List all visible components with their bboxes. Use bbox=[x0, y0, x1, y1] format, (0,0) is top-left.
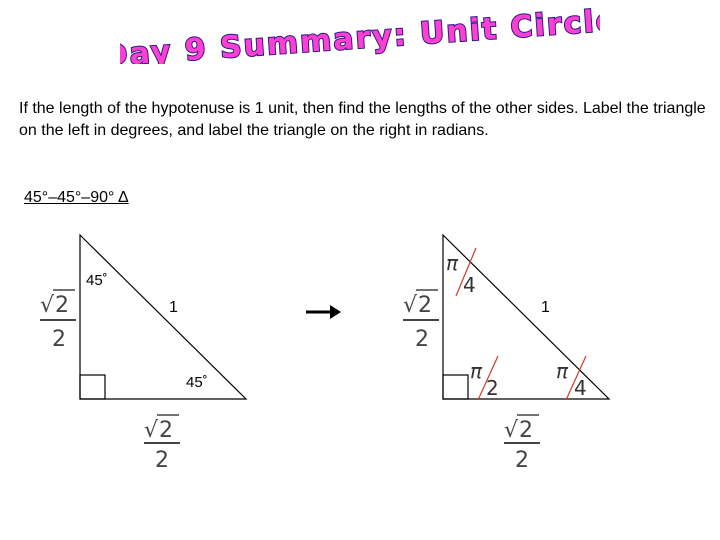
right-angle-top-den: 4 bbox=[463, 273, 476, 297]
right-bottom-leg-radicand: 2 bbox=[519, 418, 533, 443]
right-angle-top bbox=[446, 248, 476, 297]
left-leg-fraction bbox=[40, 290, 76, 352]
bottom-leg-radical: √ bbox=[144, 418, 159, 443]
right-left-leg-radical: √ bbox=[403, 293, 418, 318]
right-angle-marker bbox=[443, 375, 468, 399]
right-angle-top-num: π bbox=[446, 251, 459, 275]
left-leg-radicand: 2 bbox=[55, 293, 69, 318]
left-leg-denominator: 2 bbox=[52, 327, 66, 352]
right-left-leg-radicand: 2 bbox=[418, 293, 432, 318]
right-angle-right-den: 2 bbox=[486, 376, 499, 400]
right-left-leg-denominator: 2 bbox=[415, 327, 429, 352]
right-angle-right bbox=[470, 356, 499, 400]
left-angle-bottom: 45˚ bbox=[186, 374, 208, 391]
arrow-right-icon bbox=[306, 305, 341, 319]
left-angle-top: 45˚ bbox=[86, 272, 108, 289]
right-bottom-leg-radical: √ bbox=[504, 418, 519, 443]
triangle-type-label: 45°–45°–90° Δ bbox=[24, 189, 129, 206]
right-bottom-leg-fraction bbox=[504, 415, 540, 473]
right-angle-bottom-num: π bbox=[556, 359, 569, 383]
bottom-leg-fraction bbox=[144, 415, 180, 473]
left-hypotenuse-label: 1 bbox=[169, 299, 178, 316]
left-leg-radical: √ bbox=[40, 293, 55, 318]
bottom-leg-radicand: 2 bbox=[159, 418, 173, 443]
right-hypotenuse-label: 1 bbox=[541, 299, 550, 316]
right-angle-right-num: π bbox=[470, 359, 483, 383]
right-left-leg-fraction bbox=[403, 290, 439, 352]
instructions-text: If the length of the hypotenuse is 1 unit, then find the lengths of the other sides. Label the triangle on the left in degrees, and label the triangle on the right in radians. bbox=[19, 100, 706, 139]
left-triangle bbox=[40, 235, 246, 473]
right-bottom-leg-denominator: 2 bbox=[515, 448, 529, 473]
bottom-leg-denominator: 2 bbox=[155, 448, 169, 473]
page-title-text: Day 9 Summary: Unit Circle bbox=[120, 4, 600, 64]
right-angle-marker bbox=[80, 375, 105, 399]
right-triangle bbox=[403, 235, 609, 473]
right-angle-bottom-den: 4 bbox=[574, 376, 587, 400]
